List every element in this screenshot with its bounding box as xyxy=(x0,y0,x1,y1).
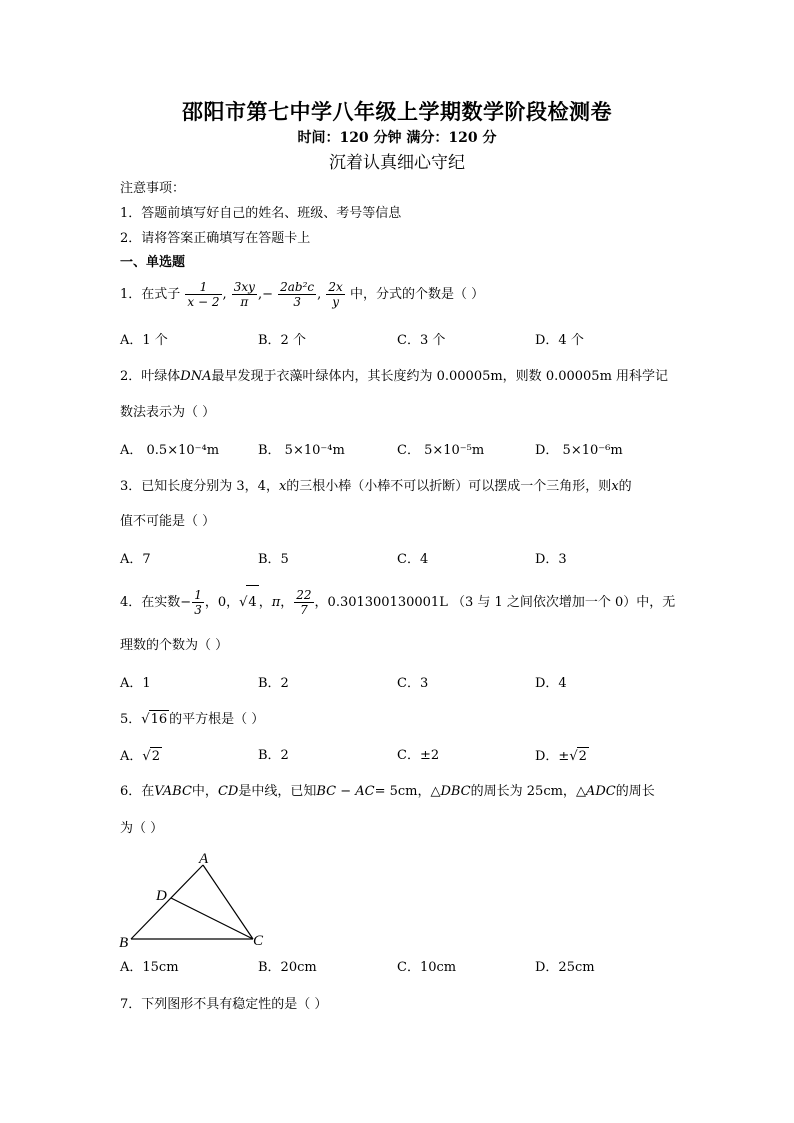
option-c[interactable]: C． 5×10⁻⁵m xyxy=(397,443,485,458)
question-3-line-1: 3．已知长度分别为 3，4，x的三根小棒（小棒不可以折断）可以摆成一个三角形，则x的 xyxy=(120,479,632,494)
question-1: 1．在式子 $\frac{1}{x - 2}$ , $\frac{3xy}{\pi}$ ,− $\frac{\text{2ab²c}}{3}$ , $\frac{2x}{y}$ 中，分式的个数是（ ） xyxy=(120,280,485,309)
option-b[interactable]: B．2 xyxy=(258,748,289,763)
option-a[interactable]: A．1 xyxy=(120,676,151,691)
exam-subtitle: 时间：120 分钟 满分：120 分 xyxy=(297,130,497,146)
label-a: A xyxy=(199,851,209,867)
triangle-diagram xyxy=(115,845,275,955)
median-cd xyxy=(171,898,253,939)
option-c[interactable]: C．4 xyxy=(397,552,429,567)
fraction: $\frac{22}{7}$ xyxy=(296,588,312,617)
question-3-line-2: 值不可能是（ ） xyxy=(120,514,216,529)
notes-item-2: 2．请将答案正确填写在答题卡上 xyxy=(120,231,311,246)
option-a[interactable]: A．7 xyxy=(120,552,151,567)
fraction: $\frac{2x}{y}$ xyxy=(328,280,343,309)
question-6-line-2: 为（ ） xyxy=(120,821,164,836)
question-4-line-1: 4．在实数− $\frac{1}{3}$ ，0，√4 ，π， $\frac{22}{7}$ ，0.301300130001L （3 与 1 之间依次增加一个 0）中，无 xyxy=(120,585,675,620)
option-b[interactable]: B．20cm xyxy=(258,960,317,975)
fraction: $\frac{1}{3}$ xyxy=(194,588,202,617)
exam-title: 邵阳市第七中学八年级上学期数学阶段检测卷 xyxy=(182,99,612,124)
option-d[interactable]: D．25cm xyxy=(535,960,595,975)
option-d[interactable]: D．3 xyxy=(535,552,567,567)
sqrt-sign: √ xyxy=(141,712,150,727)
option-a[interactable]: A．1 个 xyxy=(120,333,168,348)
fraction: $\frac{\text{2ab²c}}{3}$ xyxy=(280,280,315,309)
option-c[interactable]: C．±2 xyxy=(397,748,440,763)
question-7: 7．下列图形不具有稳定性的是（ ） xyxy=(120,997,328,1012)
option-d[interactable]: D．4 个 xyxy=(535,333,584,348)
option-d[interactable]: D．±√2 xyxy=(535,749,587,764)
notes-heading: 注意事项： xyxy=(120,181,186,196)
option-c[interactable]: C．3 xyxy=(397,676,429,691)
notes-item-1: 1．答题前填写好自己的姓名、班级、考号等信息 xyxy=(120,206,402,221)
fraction: $\frac{1}{x - 2}$ xyxy=(187,280,220,309)
side-ac xyxy=(203,865,253,939)
question-2-line-2: 数法表示为（ ） xyxy=(120,405,216,420)
option-d[interactable]: D．4 xyxy=(535,676,567,691)
option-a[interactable]: A． 0.5×10⁻⁴m xyxy=(120,443,220,458)
exam-motto: 沉着认真细心守纪 xyxy=(329,153,465,173)
question-6-line-1: 6．在VABC中，CD是中线，已知BC − AC= 5cm，△DBC的周长为 25cm，△ADC的周长 xyxy=(120,784,655,799)
question-2-line-1: 2．叶绿体DNA最早发现于衣藻叶绿体内，其长度约为 0.00005m，则数 0.00005m 用科学记 xyxy=(120,369,669,384)
option-a[interactable]: A．15cm xyxy=(120,960,179,975)
option-d[interactable]: D． 5×10⁻⁶m xyxy=(535,443,623,458)
option-c[interactable]: C．10cm xyxy=(397,960,457,975)
label-c: C xyxy=(253,933,264,949)
option-b[interactable]: B．2 个 xyxy=(258,333,306,348)
question-4-line-2: 理数的个数为（ ） xyxy=(120,638,229,653)
option-b[interactable]: B．5 xyxy=(258,552,289,567)
section-heading: 一、单选题 xyxy=(120,255,186,270)
label-b: B xyxy=(119,935,129,951)
question-5: 5．√16 的平方根是（ ） xyxy=(120,712,265,727)
sqrt-sign: √ xyxy=(239,595,248,610)
label-d: D xyxy=(156,888,167,904)
option-b[interactable]: B． 5×10⁻⁴m xyxy=(258,443,345,458)
option-b[interactable]: B．2 xyxy=(258,676,289,691)
option-a[interactable]: A．√2 xyxy=(120,749,160,764)
fraction: $\frac{3xy}{\pi}$ xyxy=(233,280,255,309)
side-ab xyxy=(131,865,203,939)
option-c[interactable]: C．3 个 xyxy=(397,333,446,348)
